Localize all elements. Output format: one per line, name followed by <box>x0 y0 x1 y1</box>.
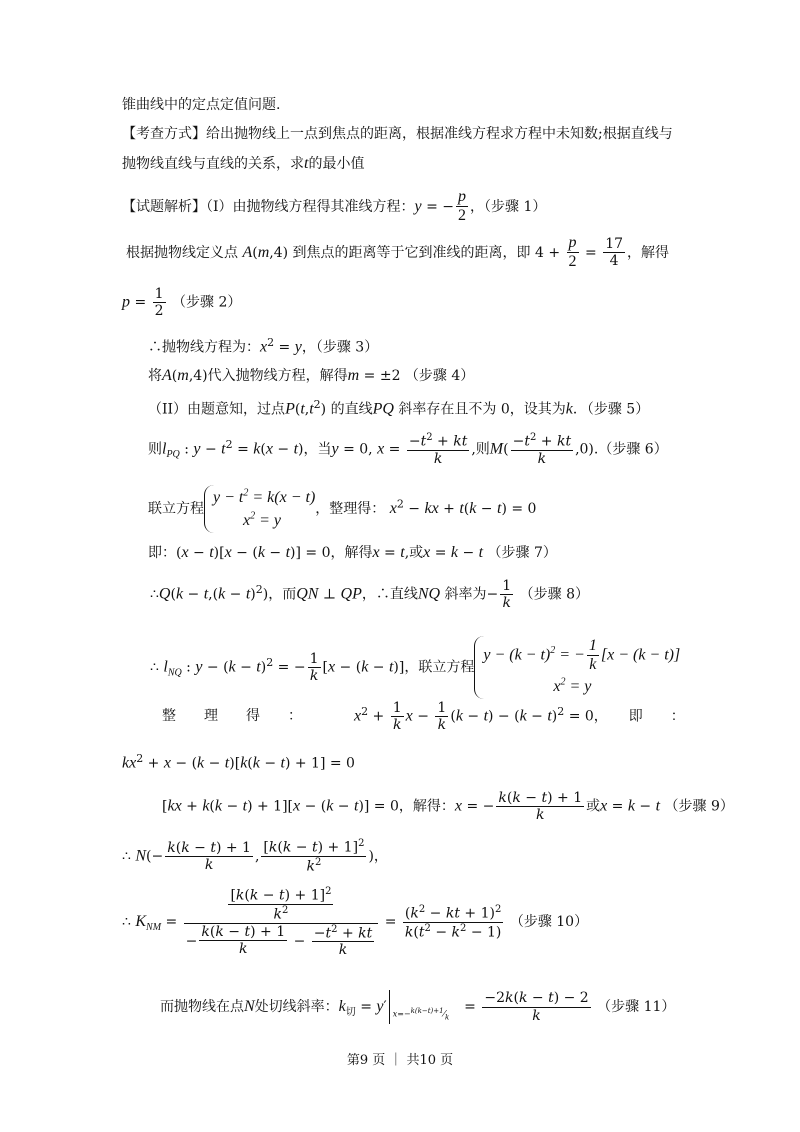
page-footer: 第9 页 ｜ 共10 页 <box>346 1053 454 1068</box>
text-line: 将A(m,4)代入抛物线方程，解得m = ±2 （步骤 4） <box>148 367 475 384</box>
text-line: 抛物线直线与直线的关系，求t的最小值 <box>122 155 365 172</box>
text-line: 【试题解析】（I）由抛物线方程得其准线方程：y = − $\frac{p}{2}$ ，（步骤 1） <box>122 188 547 225</box>
text-line: $kx^2 + x - (k - t)[k(k - t) + 1] = 0$ <box>122 752 355 772</box>
text-line: 而抛物线在点N处切线斜率：$k_切 = y'$ $x=-^{k(k-t)+1}⁄_k$ = $\frac{-2k(k - t) - 2}{k}$ （步骤 11） <box>160 990 676 1024</box>
text-line: 根据抛物线定义点 A(m,4) 到焦点的距离等于它到准线的距离，即 4 + $\frac{p}{2}$ = $\frac{17}{4}$ ，解得 <box>126 234 670 271</box>
text-line: ∴ $l_{NQ}$ : $y - (k - t)^2$ = − $\frac{1}{k}$ [x − (k − t)]，联立方程 $y - (k - t)^2$ = − $\frac{1}{k}$ [x − (k − t)] $x^2 = y$ <box>150 636 680 699</box>
text-line: [kx + k(k − t) + 1][x − (k − t)] = 0，解得：x = − $\frac{k(k - t) + 1}{k}$ 或x = k − t （步骤 9） <box>162 790 734 824</box>
text-line: 即：(x − t)[x − (k − t)] = 0，解得x = t,或x = k − t （步骤 7） <box>148 544 557 561</box>
text-line: 联立方程 $y - t^2 = k(x - t)$ $x^2 = y$ ，整理得： $x^2$ − kx + t(k − t) = 0 <box>148 485 536 533</box>
text-line: 整 理 得 ： <box>162 708 302 724</box>
text-line: ∴Q(k − $t,(k - t)^2$)，而QN ⊥ QP，∴直线NQ 斜率为− $\frac{1}{k}$ （步骤 8） <box>150 578 590 612</box>
text-line: ∴ N(− $\frac{k(k - t) + 1}{k}$ , $\frac{[k(k - t) + 1]^2}{k^2}$ )， <box>122 838 388 875</box>
text-line: p = $\frac{1}{2}$ （步骤 2） <box>122 286 242 320</box>
text-line: 则$l_{PQ}$ : $y - t^2 = k(x - t)$，当y = 0, x = $\frac{-t^2 + kt}{k}$ ,则M( $\frac{-t^2 + kt}{k}$ ,0).（步骤 6） <box>148 432 668 467</box>
text-line: $x^2$ + $\frac{1}{k}$ x − $\frac{1}{k}$ $(k - t) - (k - t)^2 = 0$， 即 ： <box>354 700 685 734</box>
text-line: ∴ $K_{NM}$ = $\frac{[k(k - t) + 1]^2}{k^2}$ − $\frac{k(k - t) + 1}{k}$ − $\frac{-t^2 + kt}{k}$ = $\frac{(k^2 - kt + 1)^2}{k(t^2 - k^2 - 1)}$ （步骤 10） <box>122 886 589 959</box>
text-line: 锥曲线中的定点定值问题. <box>122 97 281 113</box>
text-line: 【考查方式】给出抛物线上一点到焦点的距离，根据准线方程求方程中未知数;根据直线与 <box>122 126 673 142</box>
text-line: （II）由题意知，过点$P(t,t^2)$ 的直线PQ 斜率存在且不为 0，设其为k．（步骤 5） <box>148 398 650 418</box>
text-line: ∴抛物线方程为：$x^2 = y$，（步骤 3） <box>148 336 379 356</box>
